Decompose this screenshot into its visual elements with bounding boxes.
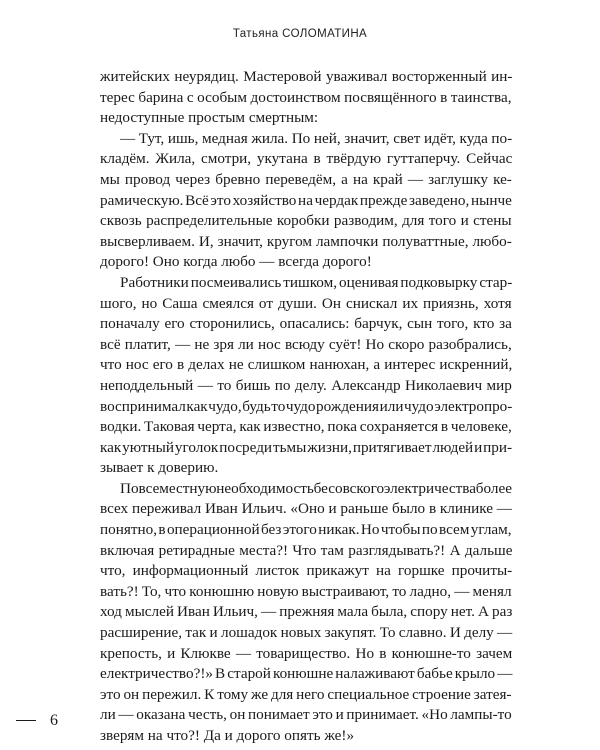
text-line: ход мыслей Иван Ильич, — прежняя мала была, спору нет. А раз (100, 603, 513, 621)
text-line: вать?! То, что конюшню новую выстраивают, то ладно, — менял (100, 582, 512, 600)
text-line: как уютный уголок посреди тьмы жизни, притягивает людей и при- (100, 438, 513, 456)
text-line: кладём. Жила, смотри, укутана в твёрдую гуттаперчу. Сейчас (100, 150, 513, 168)
text-line: неподдельный — то бишь по делу. Александр Николаевич мир (100, 376, 512, 394)
text-line: включая ретирадные места?! Что там разглядывать?! А дальше (100, 541, 513, 559)
text-line: понятно, в операционной без этого никак. Но чтобы по всем углам, (100, 521, 512, 539)
folio-dash (16, 720, 36, 721)
text-line: — Тут, ишь, медная жила. По ней, значит, свет идёт, куда по- (120, 129, 513, 147)
text-line: дорого! Оно когда любо — всегда дорого! (100, 253, 372, 271)
text-line: зывает к доверию. (100, 459, 219, 477)
text-line: Повсеместную необходимость бесовского электричества более (120, 479, 512, 497)
text-line: поначалу его сторонились, опасались: барчук, сын того, кто за (100, 315, 512, 333)
running-head: Татьяна СОЛОМАТИНА (232, 28, 368, 40)
page-number: 6 (50, 712, 58, 729)
text-line: всё платит, — не зря ли нос всюду суёт! Но скоро разобрались, (100, 335, 512, 353)
text-line: высверливаем. И, значит, кругом лампочки полуваттные, любо- (100, 232, 512, 250)
text-line: шого, но Саша смеялся от души. Он снискал их приязнь, хотя (100, 294, 512, 312)
text-line: что нос его в делах не слишком нанюхан, а интерес искренний, (100, 356, 513, 374)
text-line: водки. Таковая черта, как известно, пока сохраняется в человеке, (100, 418, 512, 436)
text-line: это он пережил. К тому же для него специальное строение затея- (100, 685, 512, 703)
text-line: електричество?!» В старой конюшне налаживают бабье крыло — (100, 665, 513, 683)
text-line: рамическую. Всё это хозяйство на чердак прежде заведено, нынче (100, 191, 512, 209)
text-line: зверям на что?! Да и дорого опять же!» (100, 727, 355, 744)
text-line: расширение, так и лошадок новых закупят. То славно. И делу — (100, 624, 513, 642)
text-line: недоступные простым смертным: (100, 109, 319, 127)
text-line: сквозь распределительные коробки разводим, для того и стены (100, 212, 512, 230)
text-line: ли — оказана честь, он понимает это и принимает. «Но лампы-то (100, 706, 512, 724)
text-line: что, информационный листок прикажут на горшке прочиты- (100, 562, 513, 580)
text-line: Работники посмеивались тишком, оценивая подковырку стар- (120, 273, 513, 291)
text-line: житейских неурядиц. Мастеровой уваживал восторженный ин- (100, 68, 513, 85)
page-folio (16, 712, 58, 730)
text-line: мы провод через бревно переведём, а на край — заглушку ке- (100, 170, 512, 188)
text-line: всех переживал Иван Ильич. «Оно и раньше было в клинике — (100, 500, 512, 518)
text-line: терес барина с особым достоинством посвящённого в таинства, (100, 88, 512, 106)
text-line: воспринимал как чудо, будь то чудо рождения или чудо электропро- (100, 397, 513, 415)
text-line: крепость, и Клюкве — товарищество. Но в конюшне-то зачем (100, 644, 513, 662)
body-text (100, 67, 512, 747)
